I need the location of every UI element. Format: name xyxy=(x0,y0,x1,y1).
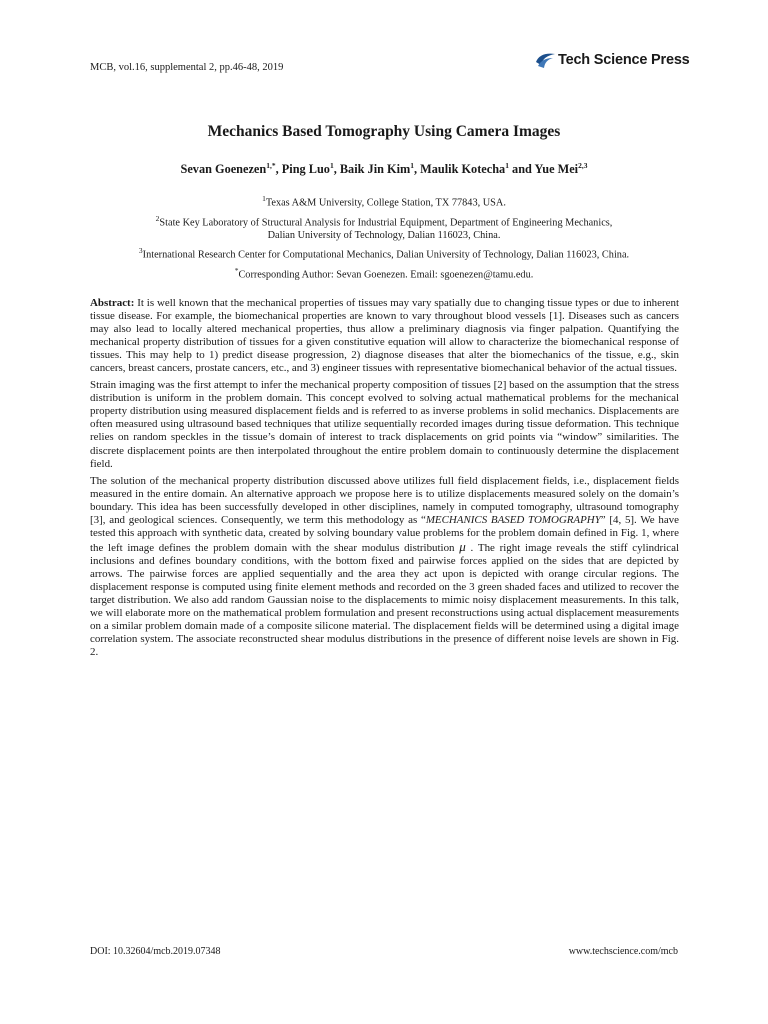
method-name: MECHANICS BASED TOMOGRAPHY xyxy=(425,513,601,526)
affiliation-text: International Research Center for Computational Mechanics, Dalian University of Technology, Dalian 116023, China. xyxy=(142,249,630,261)
abstract-text-1: It is well known that the mechanical properties of tissues may vary spatially due to changing tissue types or due to inherent tissue disease. For example, the biomechanical properties are known to vary throughout blood vessels [1]. Diseases such as cancers may also lead to locally altered mechanical properties, thus allow a preliminary diagnosis via finger palpation. Quantifying the mechanical property distribution of tissues for a given constitutive equation will allow to characterize the biomechanical response of tissues. This may help to 1) predict disease progression, 2) diagnose diseases that alter the biomechanics of the tissue, e.g., skin cancers, breast cancers, prostate cancers, etc., and 3) engineer tissues with representative biomechanical behavior of the actual tissues. xyxy=(90,297,679,375)
author-name: Maulik Kotecha xyxy=(420,162,506,177)
author-affiliation-mark: 2,3 xyxy=(578,161,588,170)
author-name: Ping Luo xyxy=(281,162,330,177)
abstract-paragraph-3 xyxy=(90,475,679,660)
abstract-paragraph-2: Strain imaging was the first attempt to infer the mechanical property composition of tissues [2] based on the assumption that the stress distribution is uniform in the problem domain. This concept evolved to solving actual mathematical problems for the mechanical property distribution using measured displacement fields and is referred to as inverse problems in solid mechanics. Displacements are often measured using ultrasound based techniques that utilize sequentially recorded images during tissue deformation. This technique relies on random speckles in the tissue’s domain of interest to track displacements on grid points via “window” similarities. The discrete displacement points are then interpolated throughout the entire problem domain to continuously determine the displacement field. xyxy=(90,379,679,470)
author-name: Sevan Goenezen xyxy=(180,162,267,177)
affiliation-mark: 2 xyxy=(155,213,160,223)
affiliation xyxy=(60,265,708,282)
author-affiliation-mark: 1 xyxy=(410,161,414,170)
author-list xyxy=(60,161,708,177)
abstract-paragraph-1 xyxy=(90,297,679,375)
author-affiliation-mark: 1 xyxy=(505,161,509,170)
doi[interactable]: DOI: 10.32604/mcb.2019.07348 xyxy=(90,946,221,957)
author-separator: , xyxy=(333,162,340,177)
abstract-text-3b: ” [4, 5]. We have tested this approach with synthetic data, created by solving boundary value problems for the problem domain defined in Fig. 1, where the left image defines the problem domain with the shear modulus distribution xyxy=(90,513,680,554)
affiliation-mark: 1 xyxy=(262,194,266,203)
affiliation xyxy=(60,245,708,262)
author-name: Yue Mei xyxy=(534,162,579,177)
author-separator: , xyxy=(275,162,282,177)
affiliation-line xyxy=(60,230,708,243)
affiliation-line xyxy=(60,193,708,210)
journal-url[interactable]: www.techscience.com/mcb xyxy=(568,946,678,957)
publisher-name: Tech Science Press xyxy=(558,52,690,68)
affiliation xyxy=(60,193,708,210)
journal-citation: MCB, vol.16, supplemental 2, pp.46-48, 2019 xyxy=(90,62,284,73)
abstract-label: Abstract: xyxy=(90,297,135,309)
affiliation-line xyxy=(60,213,708,230)
affiliation-text: Dalian University of Technology, Dalian 116023, China. xyxy=(267,229,501,241)
author-name: Baik Jin Kim xyxy=(339,162,411,177)
publisher-logo[interactable] xyxy=(534,49,690,71)
affiliation-text: State Key Laboratory of Structural Analysis for Industrial Equipment, Department of Engineering Mechanics, xyxy=(159,217,613,229)
affiliation-text: Texas A&M University, College Station, TX 77843, USA. xyxy=(265,197,506,209)
affiliation-mark: 3 xyxy=(138,246,143,256)
abstract-body xyxy=(90,297,679,663)
abstract-text-3a: The solution of the mechanical property distribution discussed above utilizes full field displacement fields, i.e., displacement fields measured in the entire domain. An alternative approach we propose here is to utilize displacements measured solely on the domain’s boundary. This idea has been successfully developed in other disciplines, namely in computed tomography, ultrasound tomography [3], and geological sciences. Consequently, we term this methodology as “ xyxy=(90,474,679,526)
affiliation-mark: * xyxy=(234,265,239,275)
shear-modulus-symbol: μ xyxy=(459,538,466,554)
affiliation-line xyxy=(60,265,708,282)
author-affiliation-mark: 1,* xyxy=(266,161,276,170)
author-separator: and xyxy=(508,162,535,177)
affiliation-line xyxy=(60,245,708,262)
abstract-text-3c: . The right image reveals the stiff cylindrical inclusions and defines boundary conditions, with the bottom fixed and pairwise forces applied on the sides that are depicted by arrows. The pairwise forces are applied sequentially and the area they act upon is depicted with orange circular regions. The displacement response is computed using finite element methods and recorded on the 3 green shaded faces and utilized to recover the target distribution. We also add random Gaussian noise to the displacements to mimic noisy displacement measurements. In this talk, we will elaborate more on the mathematical problem formulation and present reconstructions using actual displacement measurements on a similar problem domain made of a composite silicone material. The displacement fields will be determined using a digital image correlation system. The associate reconstructed shear modulus distributions in the presence of different noise levels are shown in Fig. 2. xyxy=(90,541,679,659)
paper-title: Mechanics Based Tomography Using Camera Images xyxy=(207,123,561,140)
author-separator: , xyxy=(414,162,421,177)
affiliation-list xyxy=(60,193,708,285)
tech-science-press-logo-icon xyxy=(534,49,556,71)
affiliation-text: Corresponding Author: Sevan Goenezen. Email: sgoenezen@tamu.edu. xyxy=(238,269,534,281)
affiliation xyxy=(60,213,708,243)
author-affiliation-mark: 1 xyxy=(329,161,334,170)
